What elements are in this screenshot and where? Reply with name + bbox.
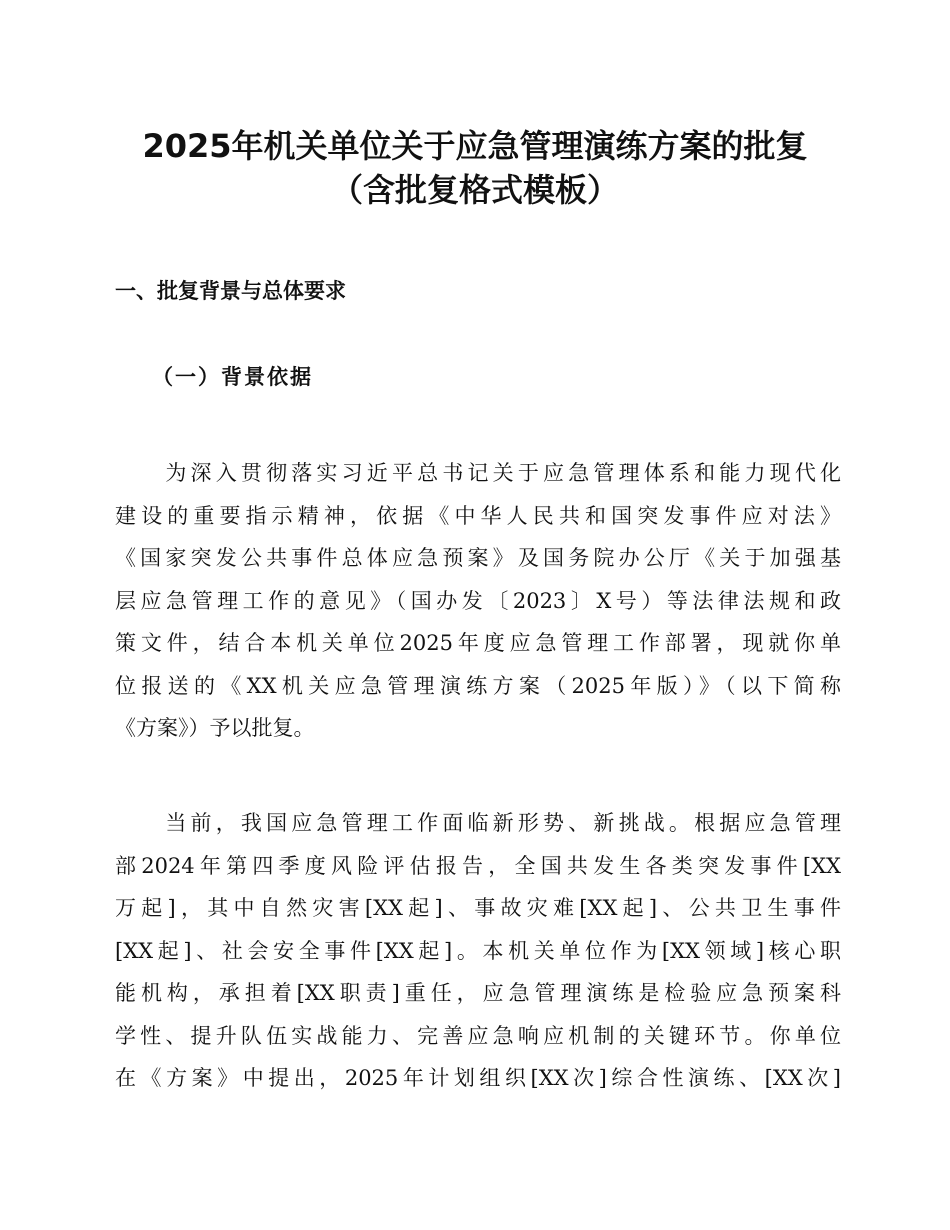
section-heading-1: 一、批复背景与总体要求 — [115, 279, 346, 303]
paragraph-line: [XX起]、社会安全事件[XX起]。本机关单位作为[XX领域]核心职 — [115, 938, 841, 963]
paragraph-line: 策文件，结合本机关单位2025年度应急管理工作部署，现就你单 — [115, 631, 841, 655]
paragraph-line: 层应急管理工作的意见》（国办发〔2023〕X号）等法律法规和政 — [115, 588, 841, 613]
paragraph-line: 《国家突发公共事件总体应急预案》及国务院办公厅《关于加强基 — [115, 546, 841, 570]
paragraph-line: 建设的重要指示精神，依据《中华人民共和国突发事件应对法》 — [115, 503, 841, 528]
paragraph-line: 学性、提升队伍实战能力、完善应急响应机制的关键环节。你单位 — [115, 1023, 841, 1048]
paragraph-line: 位报送的《XX机关应急管理演练方案（2025年版）》（以下简称 — [115, 673, 841, 698]
paragraph-line: 能机构，承担着[XX职责]重任，应急管理演练是检验应急预案科 — [115, 981, 841, 1005]
subsection-heading-1: （一）背景依据 — [152, 365, 313, 389]
paragraph-line: 当前，我国应急管理工作面临新形势、新挑战。根据应急管理 — [115, 811, 841, 835]
document-title-line-2: （含批复格式模板） — [330, 171, 619, 209]
paragraph-line: 部2024年第四季度风险评估报告，全国共发生各类突发事件[XX — [115, 853, 841, 878]
paragraph-current-situation — [115, 802, 841, 1100]
paragraph-line: 在《方案》中提出，2025年计划组织[XX次]综合性演练、[XX次] — [115, 1066, 841, 1090]
paragraph-line: 《方案》）予以批复。 — [115, 716, 315, 740]
paragraph-line: 为深入贯彻落实习近平总书记关于应急管理体系和能力现代化 — [115, 461, 841, 485]
document-title-line-1: 2025年机关单位关于应急管理演练方案的批复 — [142, 127, 808, 165]
paragraph-line: 万起]，其中自然灾害[XX起]、事故灾难[XX起]、公共卫生事件 — [115, 896, 841, 920]
paragraph-background — [115, 452, 841, 750]
